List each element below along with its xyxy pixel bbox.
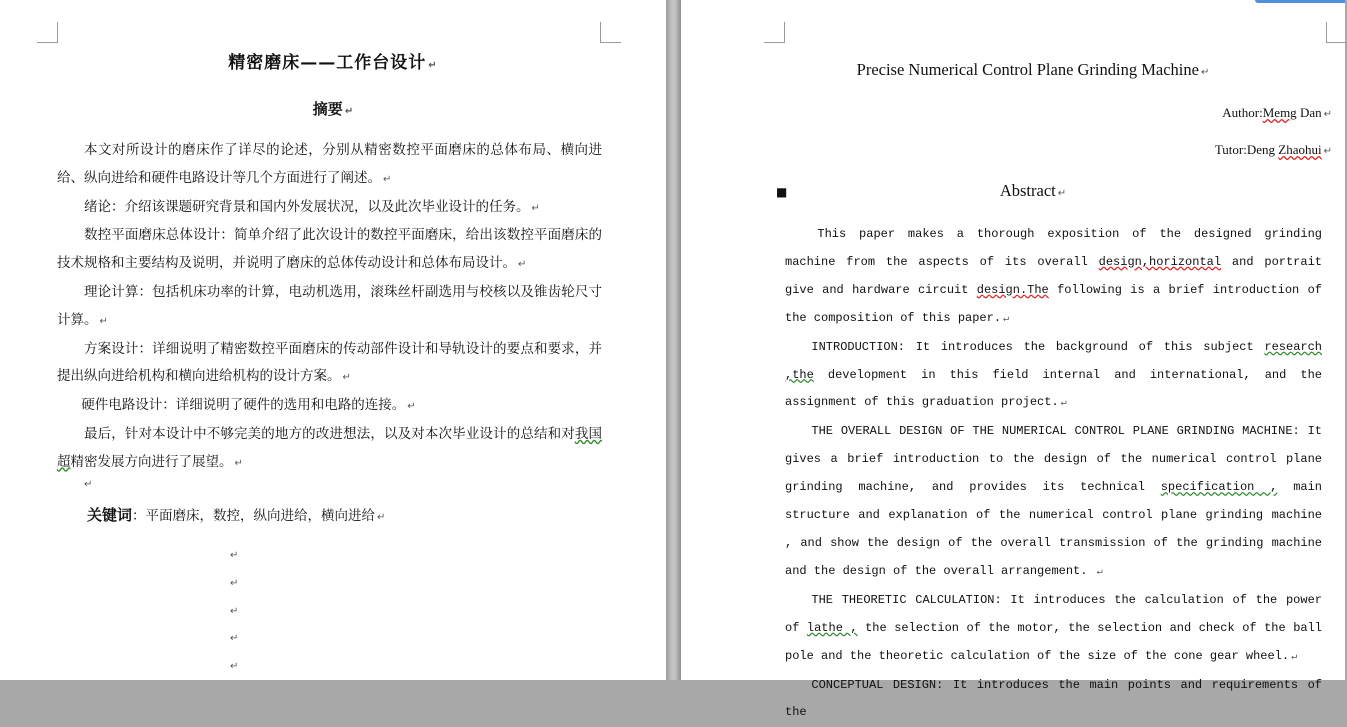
en-paragraph-3[interactable]: THE OVERALL DESIGN OF THE NUMERICAL CONTROL PLANE GRINDING MACHINE: It gives a brief introduction to the design of the numerical control plane grinding machine, and provides its technical specification , main structure and explanation of the numerical control plane grinding machine , and show the design of the overall transmission of the grinding machine and the design of the overall arrangement. ↵ [785,418,1322,586]
chinese-title[interactable]: 精密磨床——工作台设计 ↵ [0,48,666,73]
paragraph-mark: ↵ [230,606,238,617]
cn-paragraph-2[interactable]: 绪论：介绍该课题研究背景和国内外发展状况，以及此次毕业设计的任务。 ↵ [57,194,602,223]
right-document-page [681,0,1345,680]
en-paragraph-4[interactable]: THE THEORETIC CALCULATION: It introduces the calculation of the power of lathe , the selection of the motor, the selection and check of the ball pole and the theoretic calculation of the size of the cone gear wheel. ↵ [785,587,1322,672]
chinese-abstract-body[interactable] [57,137,602,478]
page-gutter [666,0,681,680]
cn-paragraph-4[interactable]: 理论计算：包括机床功率的计算，电动机选用，滚珠丝杆副选用与校核以及锥齿轮尺寸计算。 ↵ [57,279,602,336]
bullet-marker: ■ [776,185,787,199]
left-document-page [0,0,666,680]
paragraph-mark: ↵ [230,661,238,672]
crop-mark-top-left [37,22,58,43]
english-title[interactable]: Precise Numerical Control Plane Grinding Machine ↵ [681,60,1345,80]
cn-paragraph-6[interactable]: 硬件电路设计：详细说明了硬件的选用和电路的连接。 ↵ [57,392,602,421]
tutor-line[interactable]: Tutor:Deng Zhaohui ↵ [1215,142,1332,158]
cn-paragraph-1[interactable]: 本文对所设计的磨床作了详尽的论述，分别从精密数控平面磨床的总体布局、横向进给、纵向进给和硬件电路设计等几个方面进行了阐述。 ↵ [57,137,602,194]
abstract-heading[interactable]: Abstract ↵ [681,181,1345,201]
paragraph-mark: ↵ [230,578,238,589]
cn-paragraph-7[interactable]: 最后，针对本设计中不够完美的地方的改进想法，以及对本次毕业设计的总结和对我国超精密发展方向进行了展望。 ↵ [57,421,602,478]
crop-mark-top-right [1326,22,1347,43]
english-abstract-body[interactable] [785,221,1322,727]
chinese-abstract-heading[interactable]: 摘要 ↵ [0,98,666,119]
cn-paragraph-3[interactable]: 数控平面磨床总体设计：简单介绍了此次设计的数控平面磨床，给出该数控平面磨床的技术规格和主要结构及说明，并说明了磨床的总体传动设计和总体布局设计。 ↵ [57,222,602,279]
keywords-line[interactable]: 关键词：平面磨床，数控，纵向进给，横向进给 ↵ [87,504,385,525]
en-paragraph-5[interactable]: CONCEPTUAL DESIGN: It introduces the main points and requirements of the [785,672,1322,727]
selection-indicator [1255,0,1345,3]
en-paragraph-2[interactable]: INTRODUCTION: It introduces the background of this subject research ,the development in this field internal and international, and the assignment of this graduation project. ↵ [785,334,1322,419]
author-line[interactable]: Author:Memg Dan ↵ [1222,105,1332,121]
crop-mark-top-left [764,22,785,43]
en-paragraph-1[interactable]: This paper makes a thorough exposition of the designed grinding machine from the aspects of its overall design,horizontal and portrait give and hardware circuit design.The following is a brief introduction of the composition of this paper. ↵ [785,221,1322,334]
paragraph-mark: ↵ [230,633,238,644]
paragraph-mark: ↵ [230,550,238,561]
crop-mark-top-right [600,22,621,43]
cn-paragraph-5[interactable]: 方案设计：详细说明了精密数控平面磨床的传动部件设计和导轨设计的要点和要求，并提出纵向进给机构和横向进给机构的设计方案。 ↵ [57,336,602,393]
paragraph-mark: ↵ [84,479,92,490]
